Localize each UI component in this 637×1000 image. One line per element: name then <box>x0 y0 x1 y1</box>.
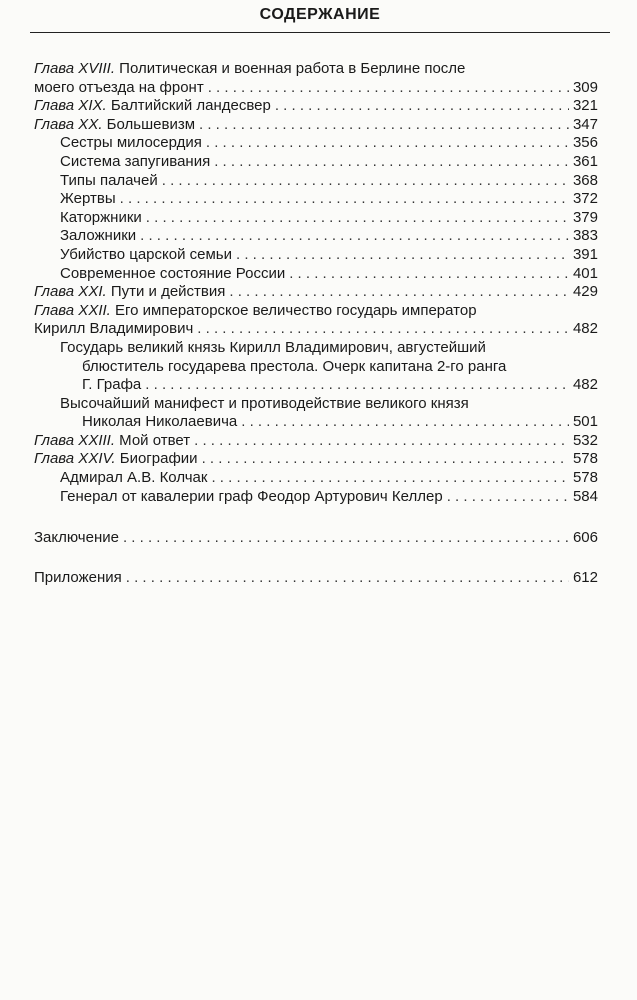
toc-entry-section[interactable] <box>34 469 598 488</box>
page-number: 391 <box>572 245 598 263</box>
leader-dots <box>197 320 569 339</box>
leader-dots <box>202 450 569 469</box>
entry-title: Типы палачей <box>60 171 158 189</box>
toc-entry-section[interactable] <box>34 172 598 191</box>
toc-entry-chapter-19[interactable] <box>34 97 598 116</box>
table-of-contents <box>34 60 598 587</box>
leader-dots <box>208 79 569 98</box>
entry-title: Государь великий князь Кирилл Владимирович, августейший <box>60 338 486 356</box>
leader-dots <box>140 227 569 246</box>
page-number: 309 <box>572 78 598 96</box>
toc-entry-section[interactable] <box>34 190 598 209</box>
leader-dots <box>146 209 569 228</box>
entry-title: Заложники <box>60 227 137 245</box>
entry-title: Биографии <box>119 450 198 468</box>
entry-title: Пути и действия <box>110 283 226 301</box>
leader-dots <box>145 376 569 395</box>
entry-title: Адмирал А.В. Колчак <box>60 469 208 487</box>
leader-dots <box>447 488 569 507</box>
entry-title: Заключение <box>34 529 119 547</box>
entry-title: Большевизм <box>106 115 196 133</box>
toc-entry-chapter-20[interactable] <box>34 116 598 135</box>
page-number: 612 <box>572 568 598 586</box>
page-number: 379 <box>572 208 598 226</box>
leader-dots <box>162 172 569 191</box>
leader-dots <box>275 97 569 116</box>
toc-entry-section[interactable] <box>34 153 598 172</box>
toc-entry-section[interactable] <box>34 488 598 507</box>
entry-title: Жертвы <box>60 190 116 208</box>
leader-dots <box>211 469 569 488</box>
entry-title: Политическая и военная работа в Берлине после <box>119 60 466 77</box>
entry-title: Генерал от кавалерии граф Феодор Артурович Келлер <box>60 487 443 505</box>
page-number: 383 <box>572 227 598 245</box>
page-number: 482 <box>572 376 598 394</box>
page-number: 429 <box>572 283 598 301</box>
page-number: 501 <box>572 413 598 431</box>
page-title: СОДЕРЖАНИЕ <box>30 6 610 33</box>
toc-entry-section[interactable] <box>34 227 598 246</box>
entry-title-continued: моего отъезда на фронт <box>34 78 204 96</box>
entry-title-continued: Г. Графа <box>82 376 142 394</box>
page-number: 584 <box>572 487 598 505</box>
chapter-number: Глава XVIII. <box>34 60 115 77</box>
page-number: 321 <box>572 97 598 115</box>
toc-entry-section[interactable] <box>34 246 598 265</box>
toc-entry-chapter-18[interactable] <box>34 60 598 97</box>
leader-dots <box>241 413 569 432</box>
toc-entry-chapter-23[interactable] <box>34 432 598 451</box>
page-number: 578 <box>572 450 598 468</box>
leader-dots <box>289 265 569 284</box>
chapter-number: Глава XXII. <box>34 301 111 319</box>
leader-dots <box>214 153 569 172</box>
chapter-number: Глава XIX. <box>34 97 107 115</box>
entry-title-continued: блюститель государева престола. Очерк капитана 2-го ранга <box>82 357 507 375</box>
page-number: 482 <box>572 320 598 338</box>
chapter-number: Глава XX. <box>34 115 103 133</box>
entry-title: Приложения <box>34 568 122 586</box>
entry-title-continued: Николая Николаевича <box>82 413 238 431</box>
page-number: 368 <box>572 171 598 189</box>
toc-entry-conclusion[interactable] <box>34 529 598 548</box>
toc-entry-section[interactable] <box>34 265 598 284</box>
entry-title: Убийство царской семьи <box>60 245 232 263</box>
toc-entry-section[interactable] <box>34 395 598 432</box>
page-number: 606 <box>572 529 598 547</box>
page-number: 356 <box>572 134 598 152</box>
entry-title: Его императорское величество государь император <box>115 301 477 319</box>
chapter-number: Глава XXIII. <box>34 431 115 449</box>
entry-title: Мой ответ <box>119 431 191 449</box>
chapter-number: Глава XXI. <box>34 283 107 301</box>
page-number: 401 <box>572 264 598 282</box>
entry-title: Балтийский ландесвер <box>110 97 271 115</box>
leader-dots <box>199 116 569 135</box>
entry-title: Сестры милосердия <box>60 134 202 152</box>
leader-dots <box>206 134 569 153</box>
chapter-number: Глава XXIV. <box>34 450 116 468</box>
entry-title: Высочайший манифест и противодействие великого князя <box>60 394 469 412</box>
leader-dots <box>123 529 569 548</box>
page-number: 372 <box>572 190 598 208</box>
toc-entry-section[interactable] <box>34 209 598 228</box>
toc-entry-section[interactable] <box>34 134 598 153</box>
leader-dots <box>236 246 569 265</box>
leader-dots <box>194 432 569 451</box>
entry-title: Современное состояние России <box>60 264 286 282</box>
page-number: 361 <box>572 152 598 170</box>
leader-dots <box>120 190 569 209</box>
toc-entry-chapter-24[interactable] <box>34 450 598 469</box>
page-number: 578 <box>572 469 598 487</box>
toc-entry-chapter-21[interactable] <box>34 283 598 302</box>
page-number: 532 <box>572 431 598 449</box>
toc-entry-appendices[interactable] <box>34 569 598 588</box>
leader-dots <box>126 569 569 588</box>
entry-title: Система запугивания <box>60 152 211 170</box>
entry-title-continued: Кирилл Владимирович <box>34 320 194 338</box>
toc-entry-chapter-22[interactable] <box>34 302 598 339</box>
entry-title: Каторжники <box>60 208 142 226</box>
page-number: 347 <box>572 115 598 133</box>
leader-dots <box>229 283 569 302</box>
toc-entry-section[interactable] <box>34 339 598 395</box>
